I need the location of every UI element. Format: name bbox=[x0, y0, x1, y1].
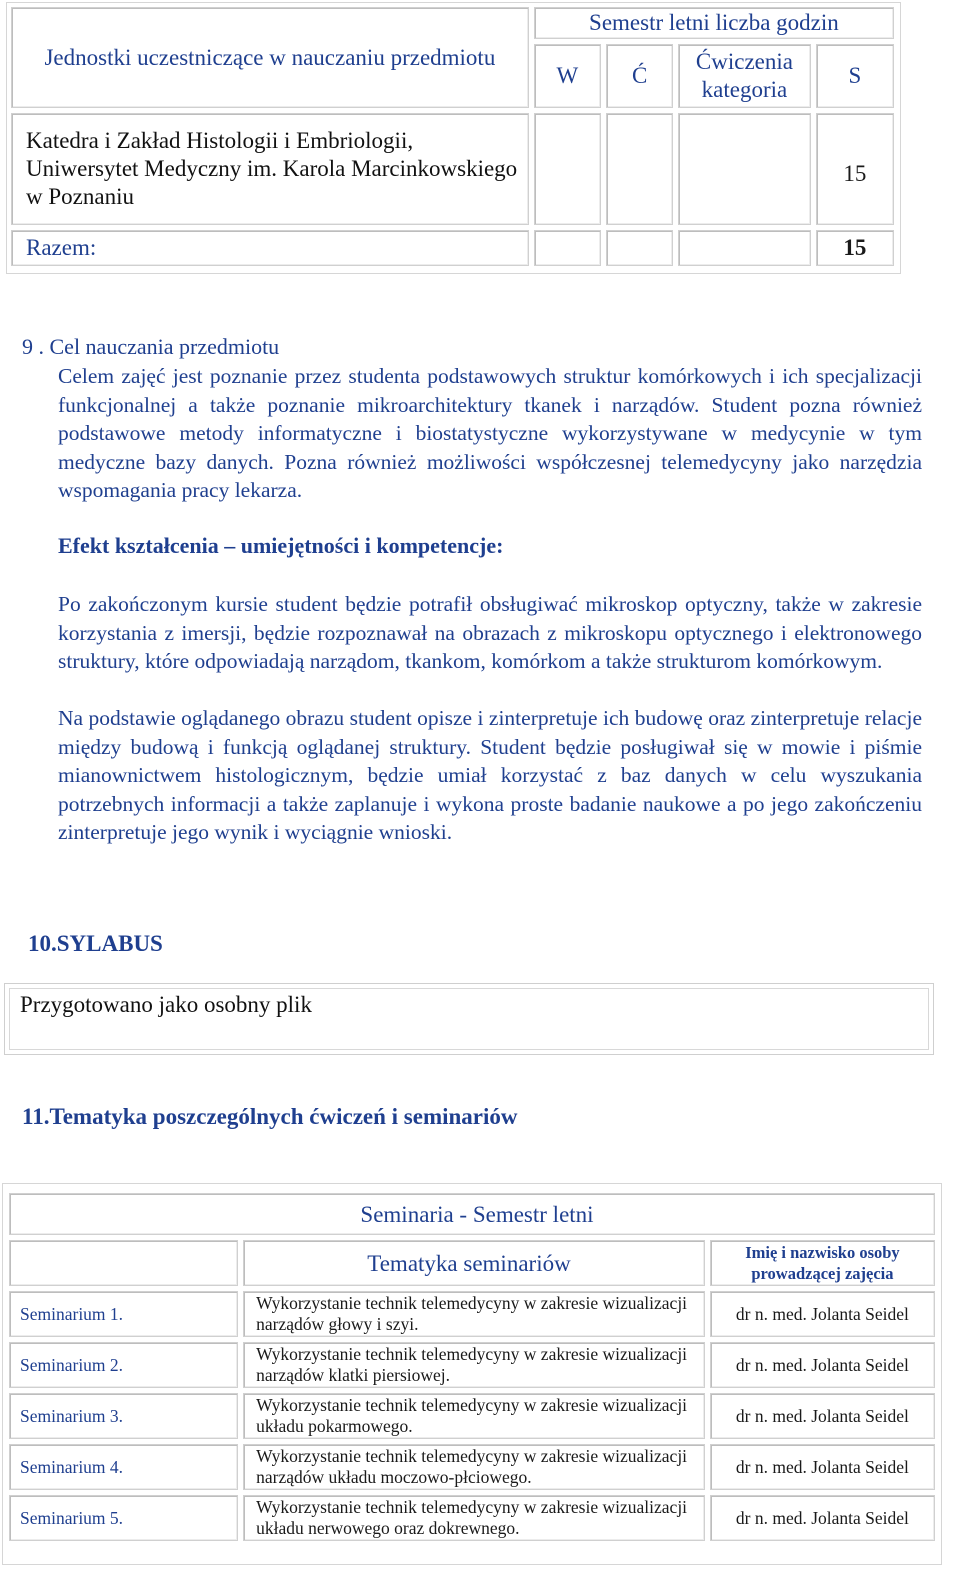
table-row bbox=[9, 1444, 935, 1490]
header-s: S bbox=[816, 44, 894, 108]
table-row bbox=[9, 1495, 935, 1541]
header-w: W bbox=[534, 44, 601, 108]
total-w bbox=[534, 230, 601, 266]
semester-hours-header: Semestr letni liczba godzin bbox=[534, 7, 894, 39]
table-row bbox=[9, 1291, 935, 1337]
effects-paragraph-2: Na podstawie oglądanego obrazu student opisze i zinterpretuje ich budowę oraz zinterpretuje relacje między budową i funkcją oglądanej struktury. Student będzie posługiwał się w mowie i piśmie mianownictwem histologicznym, będzie umiał korzystać z baz danych w celu wyszukania potrzebnych informacji a także zaplanuje i wykona proste badanie naukowe a po jego zakończeniu zinterpretuje jego wynik i wyciągnie wnioski. bbox=[58, 706, 922, 845]
seminar-table bbox=[4, 1188, 940, 1546]
header-c: Ć bbox=[606, 44, 673, 108]
seminar-header-empty bbox=[9, 1240, 238, 1286]
table-row bbox=[9, 1393, 935, 1439]
seminar-table-title: Seminaria - Semestr letni bbox=[9, 1193, 935, 1235]
total-c bbox=[606, 230, 673, 266]
section-9-paragraph: Celem zajęć jest poznanie przez studenta podstawowych struktur komórkowych i ich specjalizacji funkcjonalnej a także poznanie mikroarchitektury tkanek i narządów. Student pozna również podstawowe metody informatyczne i biostatystyczne wykorzystywane w medycynie w tym medyczne bazy danych. Pozna również możliwości współczesnej telemedycyny jako narzędzia wspomagania pracy lekarza. bbox=[58, 364, 922, 503]
seminar-label: Seminarium 3. bbox=[9, 1393, 238, 1439]
table-row bbox=[9, 1342, 935, 1388]
section-11-heading: 11.Tematyka poszczególnych ćwiczeń i seminariów bbox=[22, 1104, 518, 1129]
seminar-teacher: dr n. med. Jolanta Seidel bbox=[710, 1495, 935, 1541]
total-s-hours: 15 bbox=[816, 230, 894, 266]
unit-c-hours bbox=[606, 113, 673, 225]
seminar-teacher: dr n. med. Jolanta Seidel bbox=[710, 1444, 935, 1490]
seminar-topic: Wykorzystanie technik telemedycyny w zakresie wizualizacji narządów układu moczowo-płciowego. bbox=[243, 1444, 705, 1490]
unit-w-hours bbox=[534, 113, 601, 225]
seminar-label: Seminarium 4. bbox=[9, 1444, 238, 1490]
seminar-teacher: dr n. med. Jolanta Seidel bbox=[710, 1342, 935, 1388]
seminar-label: Seminarium 1. bbox=[9, 1291, 238, 1337]
units-column-header: Jednostki uczestniczące w nauczaniu przedmiotu bbox=[11, 7, 529, 108]
header-cwiczenia-kategoria: Ćwiczenia kategoria bbox=[678, 44, 810, 108]
unit-name: Katedra i Zakład Histologii i Embriologii, Uniwersytet Medyczny im. Karola Marcinkowskiego w Poznaniu bbox=[11, 113, 529, 225]
seminar-label: Seminarium 2. bbox=[9, 1342, 238, 1388]
section-10-heading: 10.SYLABUS bbox=[28, 931, 163, 956]
syllabus-box bbox=[4, 983, 934, 1055]
section-9-heading: 9 . Cel nauczania przedmiotu bbox=[22, 334, 280, 359]
seminar-label: Seminarium 5. bbox=[9, 1495, 238, 1541]
effects-heading: Efekt kształcenia – umiejętności i kompetencje: bbox=[58, 533, 504, 558]
syllabus-box-text: Przygotowano jako osobny plik bbox=[20, 992, 312, 1017]
seminar-topic: Wykorzystanie technik telemedycyny w zakresie wizualizacji narządów głowy i szyi. bbox=[243, 1291, 705, 1337]
unit-s-hours: 15 bbox=[816, 113, 894, 225]
seminar-topic: Wykorzystanie technik telemedycyny w zakresie wizualizacji układu pokarmowego. bbox=[243, 1393, 705, 1439]
seminar-teacher-header: Imię i nazwisko osoby prowadzącej zajęcia bbox=[710, 1240, 935, 1286]
total-label: Razem: bbox=[11, 230, 529, 266]
effects-paragraph-1: Po zakończonym kursie student będzie potrafił obsługiwać mikroskop optyczny, także w zakresie korzystania z imersji, będzie rozpoznawał na obrazach z mikroskopu optycznego i elektronowego struktury, które odpowiadają narządom, tkankom, komórkom a także strukturom komórkowym. bbox=[58, 592, 922, 674]
seminar-topic: Wykorzystanie technik telemedycyny w zakresie wizualizacji narządów klatki piersiowej. bbox=[243, 1342, 705, 1388]
unit-cwiczenia-hours bbox=[678, 113, 810, 225]
seminar-topics-header: Tematyka seminariów bbox=[243, 1240, 705, 1286]
seminar-topic: Wykorzystanie technik telemedycyny w zakresie wizualizacji układu nerwowego oraz dokrewnego. bbox=[243, 1495, 705, 1541]
total-cwiczenia bbox=[678, 230, 810, 266]
seminar-teacher: dr n. med. Jolanta Seidel bbox=[710, 1291, 935, 1337]
units-table bbox=[6, 2, 899, 271]
seminar-teacher: dr n. med. Jolanta Seidel bbox=[710, 1393, 935, 1439]
